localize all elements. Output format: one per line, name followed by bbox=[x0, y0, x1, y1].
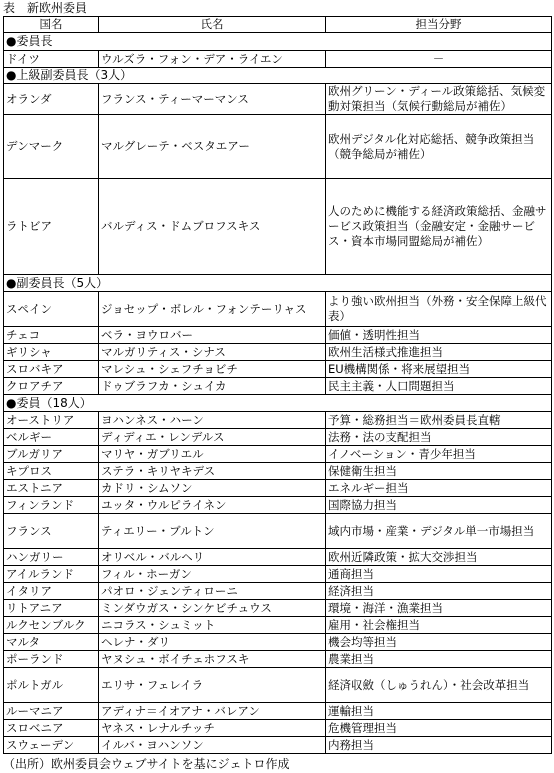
table-row bbox=[4, 84, 552, 115]
cell-portfolio: 価値・透明性担当 bbox=[326, 327, 552, 344]
cell-country: アイルランド bbox=[4, 566, 99, 583]
cell-portfolio: 内務担当 bbox=[326, 737, 552, 754]
cell-country: チェコ bbox=[4, 327, 99, 344]
cell-country: ブルガリア bbox=[4, 446, 99, 463]
cell-portfolio: エネルギー担当 bbox=[326, 480, 552, 497]
cell-name: カドリ・シムソン bbox=[99, 480, 326, 497]
table-caption: 表 新欧州委員 bbox=[3, 1, 88, 15]
cell-portfolio: 欧州近隣政策・拡大交渉担当 bbox=[326, 549, 552, 566]
cell-country: デンマーク bbox=[4, 115, 99, 179]
table-row bbox=[4, 361, 552, 378]
table-row bbox=[4, 549, 552, 566]
cell-portfolio: 欧州グリーン・ディール政策総括、気候変動対策担当（気候行動総局が補佐） bbox=[326, 84, 552, 115]
cell-portfolio: 経済収斂（しゅうれん）・社会改革担当 bbox=[326, 668, 552, 703]
cell-portfolio: － bbox=[326, 51, 552, 68]
cell-portfolio: 欧州生活様式推進担当 bbox=[326, 344, 552, 361]
cell-country: ハンガリー bbox=[4, 549, 99, 566]
table-row bbox=[4, 327, 552, 344]
table-row bbox=[4, 720, 552, 737]
cell-name: ティエリー・ブルトン bbox=[99, 514, 326, 549]
table-row bbox=[4, 344, 552, 361]
cell-country: フィンランド bbox=[4, 497, 99, 514]
cell-country: ポルトガル bbox=[4, 668, 99, 703]
header-row bbox=[4, 17, 552, 33]
cell-name: パオロ・ジェンティローニ bbox=[99, 583, 326, 600]
cell-portfolio: 人のために機能する経済政策総括、金融サービス政策担当（金融安定・金融サービス・資本市場同盟総局が補佐） bbox=[326, 179, 552, 275]
section-row bbox=[4, 395, 552, 412]
cell-portfolio: 予算・総務担当＝欧州委員長直轄 bbox=[326, 412, 552, 429]
cell-portfolio: 欧州デジタル化対応総括、競争政策担当（競争総局が補佐） bbox=[326, 115, 552, 179]
cell-name: ディディエ・レンデルス bbox=[99, 429, 326, 446]
table-row bbox=[4, 703, 552, 720]
cell-portfolio: 民主主義・人口問題担当 bbox=[326, 378, 552, 395]
cell-country: ラトビア bbox=[4, 179, 99, 275]
cell-country: フランス bbox=[4, 514, 99, 549]
table-row bbox=[4, 51, 552, 68]
cell-country: スウェーデン bbox=[4, 737, 99, 754]
section-row bbox=[4, 68, 552, 84]
table-row bbox=[4, 566, 552, 583]
cell-portfolio: 機会均等担当 bbox=[326, 634, 552, 651]
cell-portfolio: イノベーション・青少年担当 bbox=[326, 446, 552, 463]
table-row bbox=[4, 514, 552, 549]
table-row bbox=[4, 115, 552, 179]
table-row bbox=[4, 412, 552, 429]
cell-portfolio: 経済担当 bbox=[326, 583, 552, 600]
cell-name: ヤヌシュ・ボイチェホフスキ bbox=[99, 651, 326, 668]
cell-country: ドイツ bbox=[4, 51, 99, 68]
table-row bbox=[4, 446, 552, 463]
cell-name: ユッタ・ウルピライネン bbox=[99, 497, 326, 514]
cell-country: スペイン bbox=[4, 292, 99, 327]
section-title: ●副委員長（5人） bbox=[4, 275, 552, 292]
cell-name: ヨハンネス・ハーン bbox=[99, 412, 326, 429]
table-row bbox=[4, 651, 552, 668]
cell-country: ポーランド bbox=[4, 651, 99, 668]
section-title: ●委員（18人） bbox=[4, 395, 552, 412]
cell-name: ヘレナ・ダリ bbox=[99, 634, 326, 651]
cell-name: ウルズラ・フォン・デア・ライエン bbox=[99, 51, 326, 68]
cell-country: ギリシャ bbox=[4, 344, 99, 361]
section-title: ●委員長 bbox=[4, 33, 552, 51]
cell-name: ニコラス・シュミット bbox=[99, 617, 326, 634]
cell-country: クロアチア bbox=[4, 378, 99, 395]
cell-name: ジョセップ・ボレル・フォンテーリャス bbox=[99, 292, 326, 327]
table-row bbox=[4, 497, 552, 514]
cell-name: アディナ＝イオアナ・バレアン bbox=[99, 703, 326, 720]
cell-name: ステラ・キリヤキデス bbox=[99, 463, 326, 480]
cell-name: マルガリティス・シナス bbox=[99, 344, 326, 361]
cell-name: フィル・ホーガン bbox=[99, 566, 326, 583]
table-row bbox=[4, 737, 552, 754]
cell-portfolio: 保健衛生担当 bbox=[326, 463, 552, 480]
cell-portfolio: 危機管理担当 bbox=[326, 720, 552, 737]
cell-name: バルディス・ドムブロフスキス bbox=[99, 179, 326, 275]
header-country: 国名 bbox=[4, 17, 99, 33]
cell-name: ヤネス・レナルチッチ bbox=[99, 720, 326, 737]
cell-country: オランダ bbox=[4, 84, 99, 115]
cell-portfolio: 運輸担当 bbox=[326, 703, 552, 720]
cell-name: ミンダウガス・シンケビチュウス bbox=[99, 600, 326, 617]
table-row bbox=[4, 600, 552, 617]
cell-name: マリヤ・ガブリエル bbox=[99, 446, 326, 463]
section-row bbox=[4, 275, 552, 292]
table-row bbox=[4, 583, 552, 600]
header-portfolio: 担当分野 bbox=[326, 17, 552, 33]
cell-country: リトアニア bbox=[4, 600, 99, 617]
cell-portfolio: EU機構関係・将来展望担当 bbox=[326, 361, 552, 378]
cell-country: キプロス bbox=[4, 463, 99, 480]
cell-name: マルグレーテ・ベスタエアー bbox=[99, 115, 326, 179]
table-row bbox=[4, 429, 552, 446]
table-row bbox=[4, 463, 552, 480]
cell-country: マルタ bbox=[4, 634, 99, 651]
cell-country: ルーマニア bbox=[4, 703, 99, 720]
cell-name: フランス・ティーマーマンス bbox=[99, 84, 326, 115]
cell-country: イタリア bbox=[4, 583, 99, 600]
section-row bbox=[4, 33, 552, 51]
cell-name: ドゥブラフカ・シュイカ bbox=[99, 378, 326, 395]
cell-name: マレシュ・シェフチョビチ bbox=[99, 361, 326, 378]
source-note: （出所）欧州委員会ウェブサイトを基にジェトロ作成 bbox=[3, 757, 290, 771]
cell-country: ベルギー bbox=[4, 429, 99, 446]
cell-portfolio: 域内市場・産業・デジタル単一市場担当 bbox=[326, 514, 552, 549]
table-row bbox=[4, 634, 552, 651]
cell-portfolio: 通商担当 bbox=[326, 566, 552, 583]
cell-portfolio: より強い欧州担当（外務・安全保障上級代表） bbox=[326, 292, 552, 327]
cell-portfolio: 法務・法の支配担当 bbox=[326, 429, 552, 446]
table-row bbox=[4, 668, 552, 703]
table-row bbox=[4, 378, 552, 395]
cell-portfolio: 環境・海洋・漁業担当 bbox=[326, 600, 552, 617]
cell-country: エストニア bbox=[4, 480, 99, 497]
table-row bbox=[4, 480, 552, 497]
cell-name: ベラ・ヨウロバー bbox=[99, 327, 326, 344]
cell-country: ルクセンブルク bbox=[4, 617, 99, 634]
commissioners-table bbox=[3, 16, 552, 754]
cell-name: イルバ・ヨハンソン bbox=[99, 737, 326, 754]
cell-name: エリサ・フェレイラ bbox=[99, 668, 326, 703]
cell-country: スロバキア bbox=[4, 361, 99, 378]
cell-portfolio: 国際協力担当 bbox=[326, 497, 552, 514]
cell-portfolio: 農業担当 bbox=[326, 651, 552, 668]
header-name: 氏名 bbox=[99, 17, 326, 33]
section-title: ●上級副委員長（3人） bbox=[4, 68, 552, 84]
cell-portfolio: 雇用・社会権担当 bbox=[326, 617, 552, 634]
cell-country: オーストリア bbox=[4, 412, 99, 429]
cell-name: オリベル・バルヘリ bbox=[99, 549, 326, 566]
table-row bbox=[4, 179, 552, 275]
cell-country: スロベニア bbox=[4, 720, 99, 737]
table-row bbox=[4, 617, 552, 634]
table-row bbox=[4, 292, 552, 327]
